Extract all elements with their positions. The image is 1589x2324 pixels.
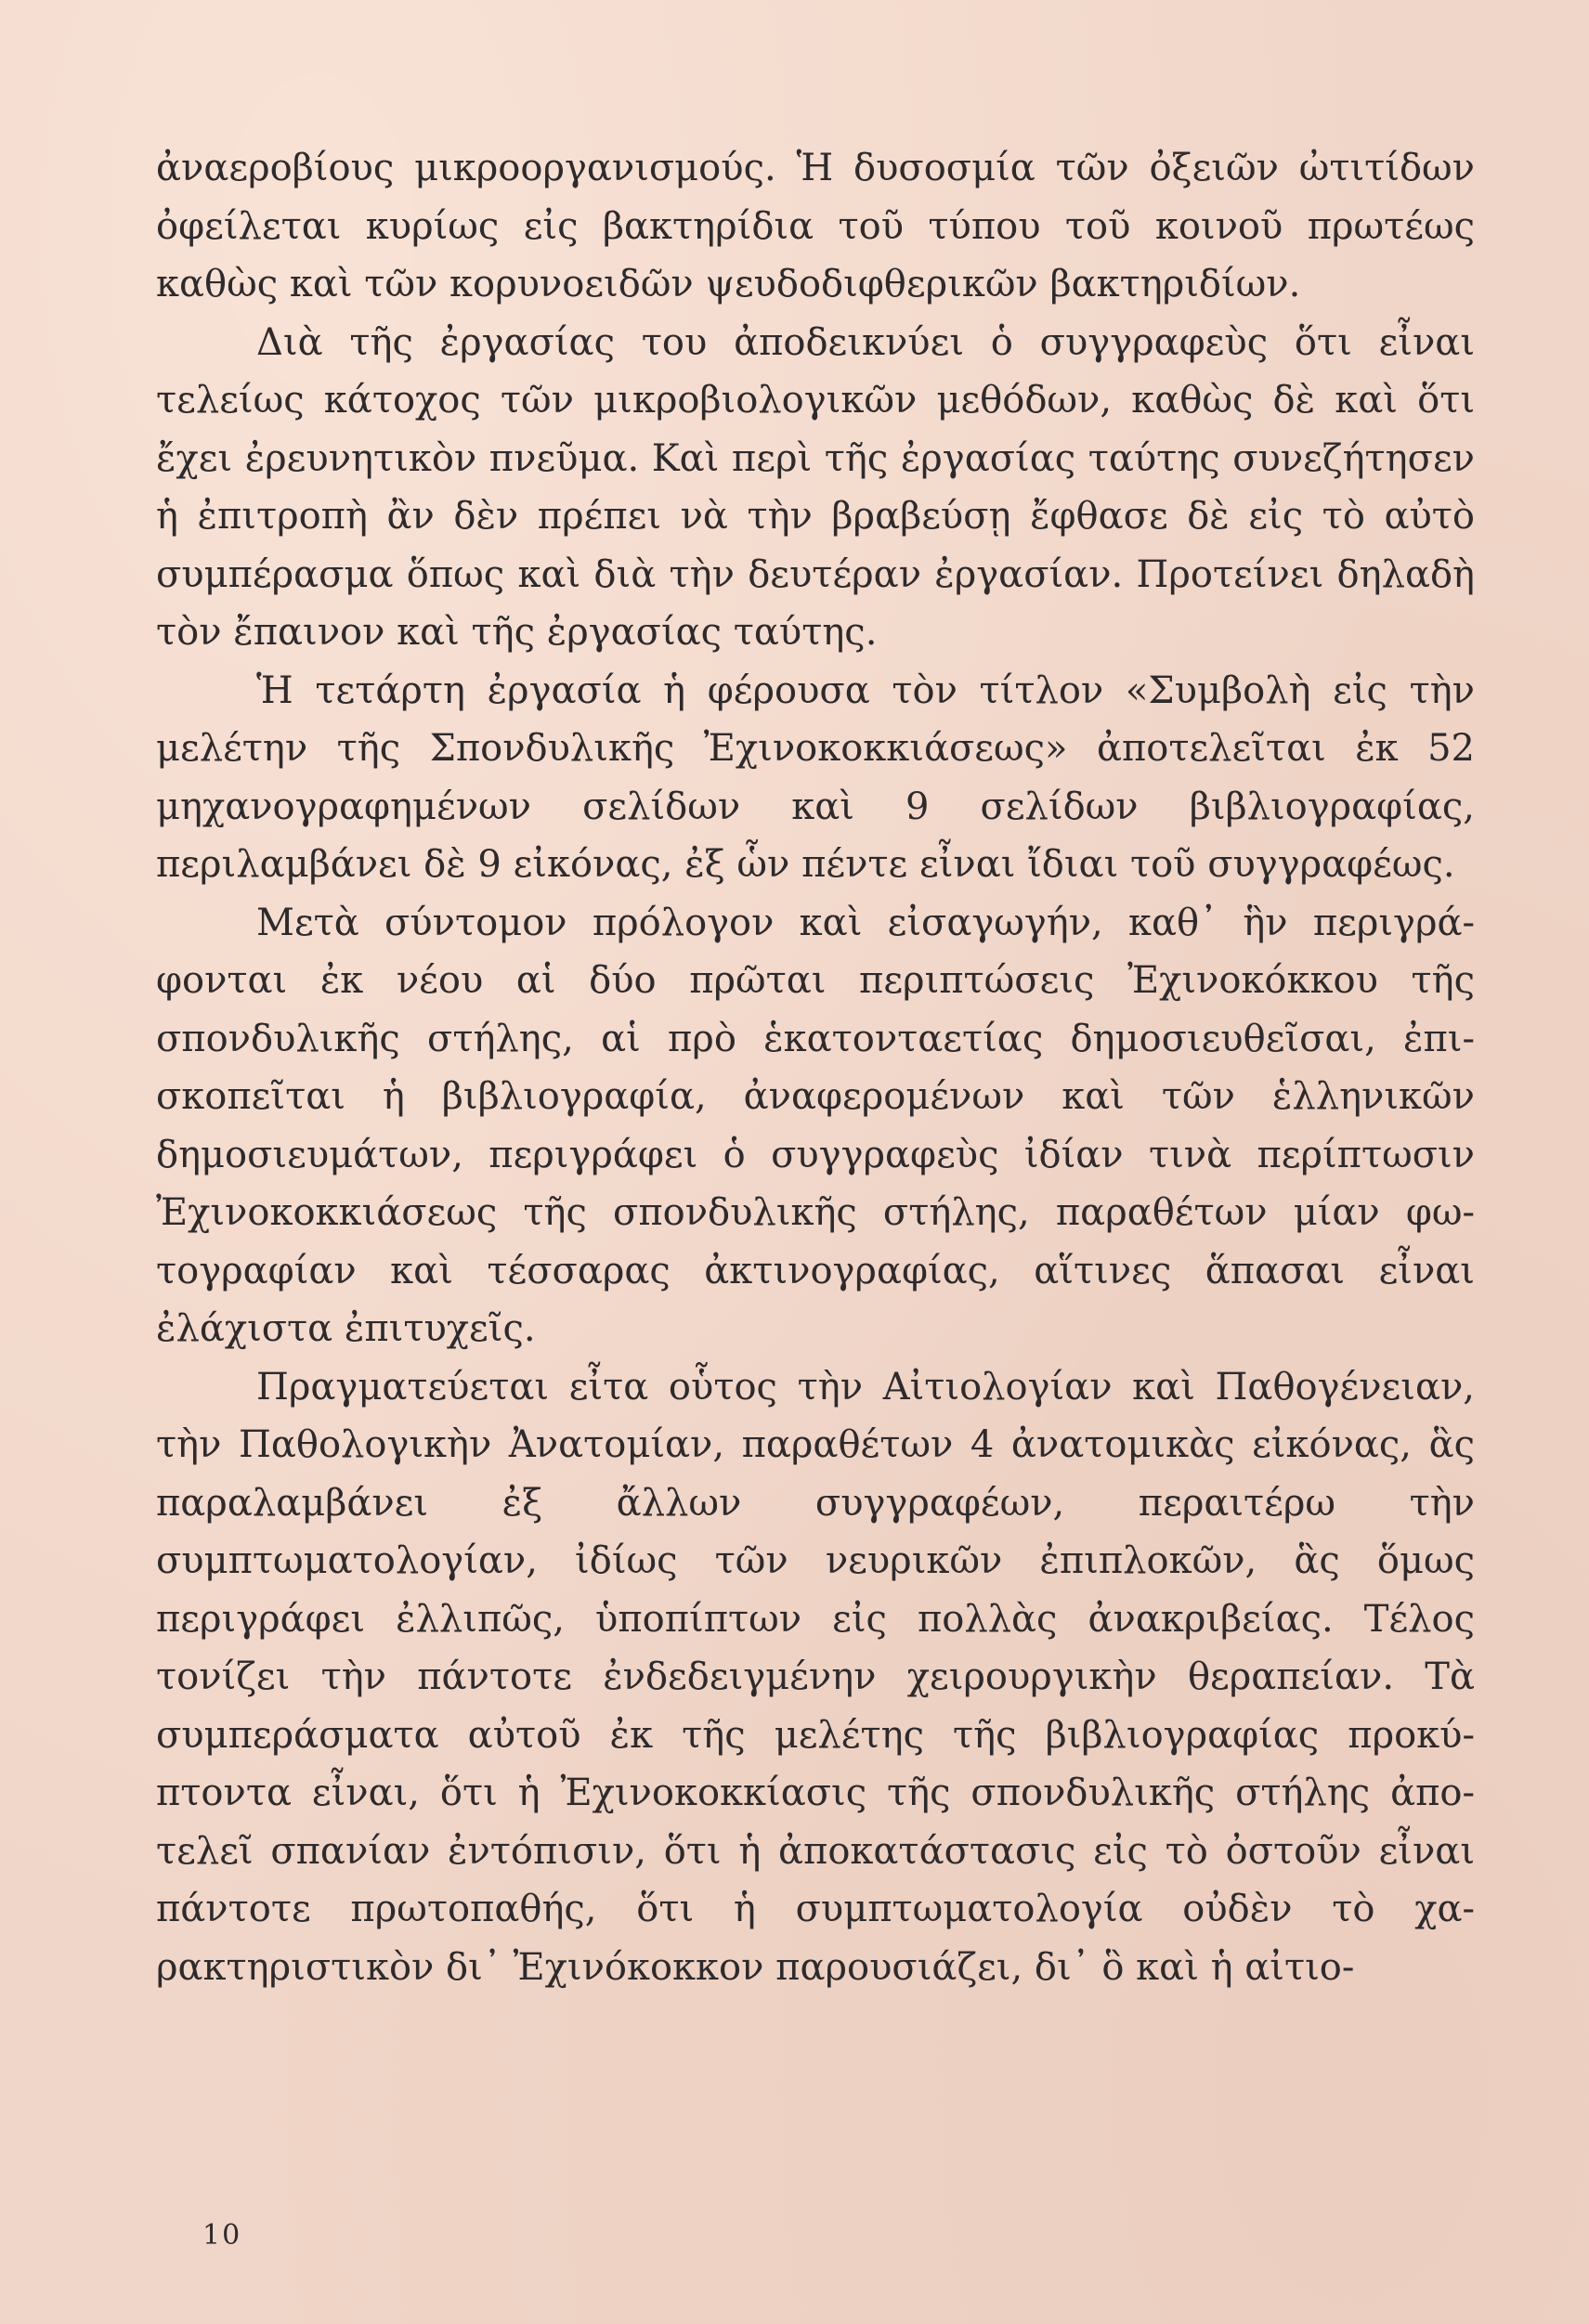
page-body bbox=[156, 139, 1475, 1996]
paragraph-author-competence: Διὰ τῆς ἐργασίας του ἀποδεικνύει ὁ συγγραφεὺς ὅτι εἶναι τελείως κάτοχος τῶν μικροβιολογικῶν μεθόδων, καθὼς δὲ καὶ ὅτι ἔχει ἐρευνητικὸν πνεῦμα. Καὶ περὶ τῆς ἐργασίας ταύτης συνεζήτησεν ἡ ἐπιτροπὴ ἂν δὲν πρέπει νὰ τὴν βραβεύσῃ ἔφθασε δὲ εἰς τὸ αὐτὸ συμπέρασμα ὅπως καὶ διὰ τὴν δευτέραν ἐργασίαν. Προτείνει δηλαδὴ τὸν ἔπαινον καὶ τῆς ἐργασίας ταύτης. bbox=[156, 320, 1475, 654]
paragraph-continuation: ἀναεροβίους μικροοργανισμούς. Ἡ δυσοσμία τῶν ὀξειῶν ὠτιτίδων ὀφείλεται κυρίως εἰς βακτηρίδια τοῦ τύπου τοῦ κοινοῦ πρωτέως καθὼς καὶ τῶν κορυνοειδῶν ψευδοδιφθερικῶν βακτηριδίων. bbox=[156, 147, 1475, 305]
paragraph-fourth-work: Ἡ τετάρτη ἐργασία ἡ φέρουσα τὸν τίτλον «Συμβολὴ εἰς τὴν μελέτην τῆς Σπονδυλικῆς Ἐχινοκοκκιάσεως» ἀποτελεῖται ἐκ 52 μηχανογραφημένων σελίδων καὶ 9 σελίδων βιβλιογραφίας, περιλαμβάνει δὲ 9 εἰκόνας, ἐξ ὧν πέντε εἶναι ἴδιαι τοῦ συγγραφέως. bbox=[156, 669, 1475, 886]
paragraph-pathogenesis-conclusions: Πραγματεύεται εἶτα οὗτος τὴν Αἰτιολογίαν καὶ Παθογένειαν, τὴν Παθολογικὴν Ἀνατομίαν, παραθέτων 4 ἀνατομικὰς εἰκόνας, ἃς παραλαμβάνει ἐξ ἄλλων συγγραφέων, περαιτέρω τὴν συμπτωματολογίαν, ἰδίως τῶν νευρικῶν ἐπιπλοκῶν, ἃς ὅμως περιγράφει ἐλλιπῶς, ὑποπίπτων εἰς πολλὰς ἀνακριβείας. Τέλος τονίζει τὴν πάντοτε ἐνδεδειγμένην χειρουργικὴν θεραπείαν. Τὰ συμπεράσματα αὐτοῦ ἐκ τῆς μελέτης τῆς βιβλιογραφίας προκύπτοντα εἶναι, ὅτι ἡ Ἐχινοκοκκίασις τῆς σπονδυλικῆς στήλης ἀποτελεῖ σπανίαν ἐντόπισιν, ὅτι ἡ ἀποκατάστασις εἰς τὸ ὀστοῦν εἶναι πάντοτε πρωτοπαθής, ὅτι ἡ συμπτωματολογία οὐδὲν τὸ χαρακτηριστικὸν δι᾿ Ἐχινόκοκκον παρουσιάζει, δι᾿ ὃ καὶ ἡ αἰτιο- bbox=[156, 1365, 1475, 1989]
paragraph-introduction-review: Μετὰ σύντομον πρόλογον καὶ εἰσαγωγήν, καθ᾿ ἣν περιγράφονται ἐκ νέου αἱ δύο πρῶται περιπτώσεις Ἐχινοκόκκου τῆς σπονδυλικῆς στήλης, αἱ πρὸ ἑκατονταετίας δημοσιευθεῖσαι, ἐπισκοπεῖται ἡ βιβλιογραφία, ἀναφερομένων καὶ τῶν ἑλληνικῶν δημοσιευμάτων, περιγράφει ὁ συγγραφεὺς ἰδίαν τινὰ περίπτωσιν Ἐχινοκοκκιάσεως τῆς σπονδυλικῆς στήλης, παραθέτων μίαν φωτογραφίαν καὶ τέσσαρας ἀκτινογραφίας, αἵτινες ἅπασαι εἶναι ἐλάχιστα ἐπιτυχεῖς. bbox=[156, 901, 1475, 1350]
page-number: 10 bbox=[202, 2219, 242, 2252]
